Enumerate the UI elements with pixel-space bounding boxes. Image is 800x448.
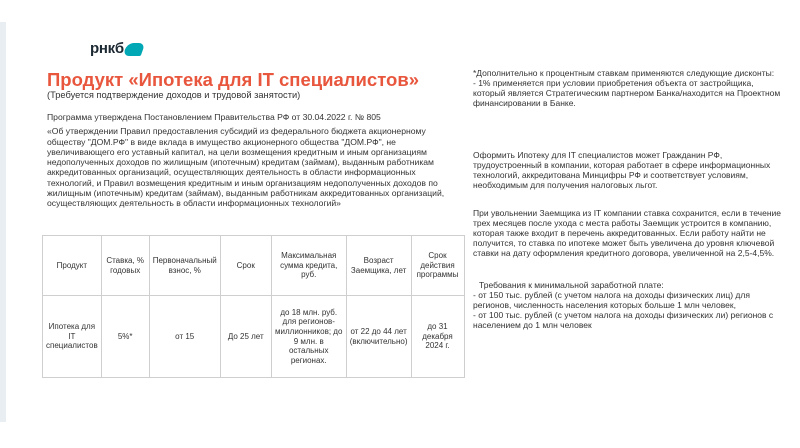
logo-mark-icon <box>122 43 145 56</box>
table-header-row <box>43 236 465 296</box>
salary-item: - от 150 тыс. рублей (с учетом налога на доходы физических лиц) для регионов, численность населения которых больше 1 млн человек, <box>473 290 750 311</box>
table-cell: от 22 до 44 лет (включительно) <box>346 296 411 378</box>
salary-block <box>473 280 785 330</box>
logo-text: рнкб <box>90 40 124 57</box>
table-cell: до 31 декабря 2024 г. <box>411 296 464 378</box>
table-header-cell: Первоначальный взнос, % <box>149 236 220 296</box>
dismissal-text: При увольнении Заемщика из IT компании ставка сохранится, если в течение трех месяцев после ухода с места работы Заемщик устроится в компанию, которая также входит в перечень аккредитованных. Если работу найти не получится, то ставка по ипотеке может быть увеличена до уровня ключевой ставки на дату оформления кредитного договора, увеличенной на 2,5-4,5%. <box>473 208 781 259</box>
table-header-cell: Продукт <box>43 236 102 296</box>
discounts-intro: *Дополнительно к процентным ставкам применяются следующие дисконты: <box>473 68 775 78</box>
discounts-block <box>473 68 785 108</box>
salary-title: Требования к минимальной заработной плате: <box>479 280 664 290</box>
eligibility-text: Оформить Ипотеку для IT специалистов может Гражданин РФ, трудоустроенный в компании, которая работает в сфере информационных технологий, аккредитована Минцифры РФ и соответствует условиям, необходимым для получения налоговых льгот. <box>473 150 771 191</box>
table-row <box>43 296 465 378</box>
table-cell: до 18 млн. руб. для регионов-миллионников; до 9 млн. в остальных регионах. <box>271 296 346 378</box>
table-cell: До 25 лет <box>220 296 271 378</box>
left-edge-panel <box>0 22 6 422</box>
table-cell: 5%* <box>101 296 149 378</box>
program-description <box>47 112 457 213</box>
table-header-cell: Ставка, % годовых <box>101 236 149 296</box>
product-table <box>42 235 465 378</box>
rnkb-logo <box>90 42 143 56</box>
table-header-cell: Возраст Заемщика, лет <box>346 236 411 296</box>
dismissal-block <box>473 208 785 258</box>
page-title: Продукт «Ипотека для IT специалистов» <box>47 69 419 90</box>
eligibility-block <box>473 150 785 190</box>
program-decree-line: Программа утверждена Постановлением Правительства РФ от 30.04.2022 г. № 805 <box>47 112 381 122</box>
discount-item: - 1% применяется при условии приобретения объекта от застройщика, который является Стратегическим партнером Банка/находится на Проектном финансировании в Банке. <box>473 78 781 109</box>
program-decree-text: «Об утверждении Правил предоставления субсидий из федерального бюджета акционерному обществу "ДОМ.РФ" в виде вклада в имущество акционерного общества "ДОМ.РФ", не увеличивающего его уставный капитал, на цели возмещения кредитным и иным организациям недополученных доходов по жилищным (ипотечным) кредитам (займам), выданным работникам аккредитованных организаций, осуществляющих деятельность в области информационных технологий, и Правил возмещения кредитным и иным организациям недополученных доходов по жилищным (ипотечным) кредитам (займам), выданным работникам аккредитованных организаций, осуществляющих деятельность в области информационных технологий» <box>47 126 445 209</box>
table-cell: Ипотека для IT специалистов <box>43 296 102 378</box>
table-header-cell: Срок <box>220 236 271 296</box>
table-header-cell: Срок действия программы <box>411 236 464 296</box>
page-subtitle: (Требуется подтверждение доходов и трудовой занятости) <box>47 90 301 100</box>
table-header-cell: Максимальная сумма кредита, руб. <box>271 236 346 296</box>
salary-item: - от 100 тыс. рублей (с учетом налога на доходы физических ли) регионов с населением до 1 млн человек <box>473 310 774 331</box>
table-cell: от 15 <box>149 296 220 378</box>
